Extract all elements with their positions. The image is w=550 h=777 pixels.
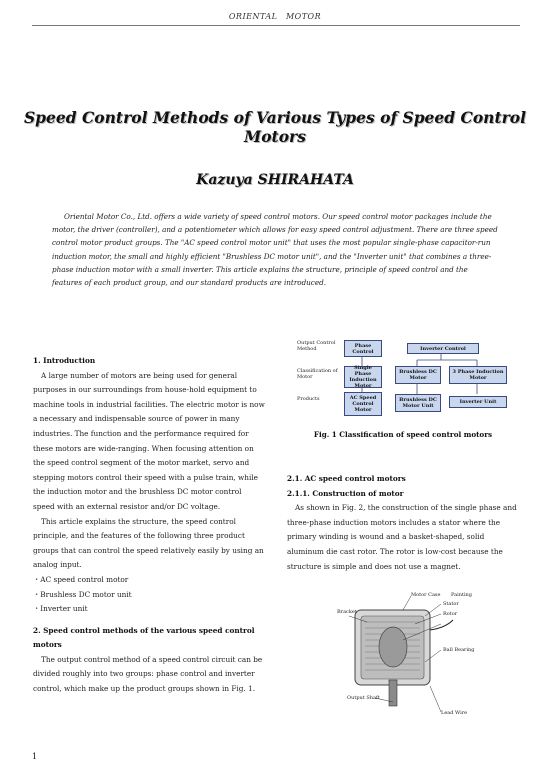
single-phase-induction-box: Single Phase Induction Motor (344, 366, 382, 388)
row-label-output-control: Output Control Method (297, 340, 336, 352)
section-2-paragraph-1: The output control method of a speed control circuit can be divided roughly into two groups: phase control and inverter control, which make up the product groups shown in Fig. 1. (33, 654, 263, 694)
section-1-paragraph-1: A large number of motors are being used for general purposes in our surroundings from house-hold equipment to machine tools in industrial facilities. The electric motor is now a necessary and indispensable source of power in many industries. The function and the performance required for these motors are wide-ranging. When focusing attention on the speed control segment of the motor market, servo and stepping motors control their speed with a pulse train, while the induction motor and the brushless DC motor control speed with an external resistor and/or DC voltage. (33, 370, 265, 511)
bullet-item: ・Brushless DC motor unit (33, 589, 132, 599)
abstract: Oriental Motor Co., Ltd. offers a wide variety of speed control motors. Our speed control motor packages include the motor, the driver (controller), and a potentiometer which allows for easy speed control adjustment. There are three speed control motor product groups. The "AC speed control motor unit" that uses the most popular single-phase capacitor-run induction motor, the small and highly efficient "Brushless DC motor unit", and the "Inverter unit" that combines a three-phase induction motor with a small inverter. This article explains the structure, principle of speed control and the features of each product group, and our standard products are introduced. (52, 212, 498, 288)
running-header: ORIENTAL MOTOR (228, 12, 322, 21)
callout-bracket: Bracket (337, 609, 357, 615)
right-column (287, 472, 519, 574)
inverter-unit-box: Inverter Unit (449, 396, 507, 408)
callout-rotor: Rotor (443, 611, 458, 617)
figure-1-classification-diagram (297, 338, 522, 418)
callout-motor-case: Motor Case (411, 592, 441, 598)
bullet-item: ・AC speed control motor (33, 574, 129, 584)
callout-output-shaft: Output Shaft (347, 695, 380, 701)
brushless-dc-unit-box: Brushless DC Motor Unit (395, 394, 441, 412)
section-2-1-1-heading: 2.1.1. Construction of motor (287, 488, 404, 498)
section-1-heading: 1. Introduction (33, 356, 96, 365)
ac-speed-control-motor-box: AC Speed Control Motor (344, 392, 382, 416)
callout-lead-wire: Lead Wire (441, 710, 468, 716)
figure-2-motor-cutaway (337, 590, 495, 720)
page-number: 1 (32, 752, 38, 761)
inverter-control-box: Inverter Control (407, 343, 479, 354)
row-label-products: Products (297, 396, 320, 402)
author-name: Kazuya SHIRAHATA (196, 172, 354, 188)
bullet-item: ・Inverter unit (33, 604, 88, 614)
phase-control-box: Phase Control (344, 340, 382, 357)
callout-ball-bearing: Ball Bearing (443, 647, 475, 653)
callout-stator: Stator (443, 601, 459, 607)
section-2-heading: 2. Speed control methods of the various speed control motors (33, 625, 255, 650)
figure-1-caption: Fig. 1 Classification of speed control motors (313, 430, 493, 439)
header-rule (32, 25, 520, 26)
section-1-paragraph-2: This article explains the structure, the speed control principle, and the features of the following three product groups that can control the speed relatively easily by using an analog input. (33, 516, 264, 570)
paper-title: Speed Control Methods of Various Types of Speed Control Motors (23, 108, 526, 146)
section-2-1-heading: 2.1. AC speed control motors (287, 474, 406, 483)
brushless-dc-motor-box: Brushless DC Motor (395, 366, 441, 384)
callout-painting: Painting (451, 592, 472, 598)
section-2-1-1-paragraph: As shown in Fig. 2, the construction of the single phase and three-phase induction motors includes a stator where the primary winding is wound and a basket-shaped, solid aluminum die cast rotor. The rotor is low-cost because the structure is simple and does not use a magnet. (287, 503, 517, 571)
three-phase-induction-box: 3 Phase Induction Motor (449, 366, 507, 384)
row-label-classification: Classification of Motor (297, 368, 338, 380)
left-column (33, 354, 265, 697)
